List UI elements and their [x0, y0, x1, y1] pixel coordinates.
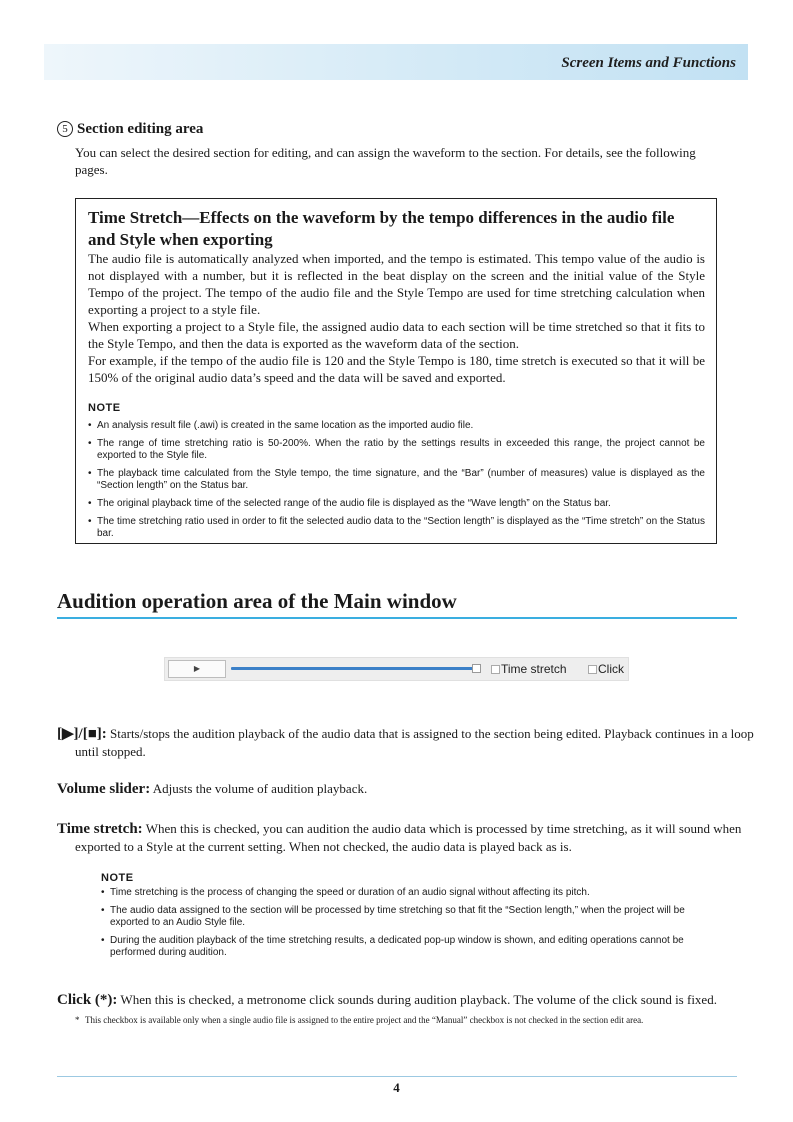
note-item: • During the audition playback of the time stretching results, a dedicated pop-up window is shown, and editing operations cannot be performed during audition. — [101, 935, 721, 959]
note-label: NOTE — [101, 872, 134, 884]
note-item: • The time stretching ratio used in order to fit the selected audio data to the “Section length” is displayed as the “Time stretch” on the Status bar. — [88, 516, 705, 540]
note-list — [88, 420, 705, 540]
play-stop-desc — [57, 725, 755, 760]
header-band — [44, 44, 748, 80]
note-item: • The original playback time of the selected range of the audio file is displayed as the “Wave length” on the Status bar. — [88, 498, 705, 510]
click-checkbox[interactable] — [588, 665, 597, 674]
box-paragraph: When exporting a project to a Style file, the assigned audio data to each section will be time stretched so that it fits to the Style Tempo, and then the data is exported as the waveform data of the section. — [88, 319, 705, 351]
page-number: 4 — [393, 1080, 400, 1095]
time-stretch-desc — [57, 820, 755, 855]
audition-note — [101, 872, 721, 965]
footnote — [75, 1014, 740, 1026]
footer-rule — [57, 1076, 737, 1077]
header-title: Screen Items and Functions — [561, 55, 736, 71]
section-heading — [57, 121, 203, 138]
footnote-text: This checkbox is available only when a single audio file is assigned to the entire project and the “Manual” checkbox is not checked in the section edit area. — [85, 1015, 644, 1025]
play-stop-term: [▶]/[■]: — [57, 726, 107, 742]
time-stretch-term: Time stretch: — [57, 821, 143, 837]
heading-rule — [57, 617, 737, 619]
section-description: You can select the desired section for editing, and can assign the waveform to the section. For details, see the following pages. — [75, 145, 696, 177]
time-stretch-text: When this is checked, you can audition the audio data which is processed by time stretching, as it will sound when exported to a Style at the current setting. When not checked, the audio data is played back as is. — [75, 821, 742, 854]
volume-text: Adjusts the volume of audition playback. — [152, 781, 368, 796]
note-item: • The range of time stretching ratio is 50-200%. When the ratio by the settings results in exceeded this range, the project cannot be exported to the Style file. — [88, 438, 705, 462]
click-desc — [57, 991, 747, 1009]
section-number: 5 — [57, 121, 73, 137]
note-list — [101, 887, 721, 959]
box-title: Time Stretch—Effects on the waveform by the tempo differences in the audio file and Style when exporting — [88, 208, 675, 249]
note-item: • Time stretching is the process of changing the speed or duration of an audio signal without affecting its pitch. — [101, 887, 721, 899]
section-title: Section editing area — [77, 121, 204, 137]
box-paragraph: For example, if the tempo of the audio file is 120 and the Style Tempo is 180, time stretch is executed so that it will be 150% of the original audio data’s speed and the data will be saved and exported. — [88, 353, 705, 385]
volume-desc — [57, 780, 737, 798]
box-paragraph: The audio file is automatically analyzed when imported, and the tempo is estimated. This tempo value of the audio is not displayed with a number, but it is reflected in the beat display on the screen and the initial value of the Style Tempo of the project. The tempo of the audio file and the Style Tempo are used for time stretching calculation when exporting a project to a style file. — [88, 251, 705, 317]
play-stop-text: Starts/stops the audition playback of the audio data that is assigned to the section being edited. Playback continues in a loop until stopped. — [75, 726, 754, 759]
box-body — [88, 250, 705, 546]
note-item: • The playback time calculated from the Style tempo, the time signature, and the “Bar” (number of measures) value is displayed as the “Section length” on the Status bar. — [88, 468, 705, 492]
click-label: Click — [598, 662, 624, 676]
click-text: When this is checked, a metronome click sounds during audition playback. The volume of the click sound is fixed. — [120, 992, 717, 1007]
timestretch-box — [75, 198, 717, 544]
volume-slider-track[interactable] — [231, 667, 473, 670]
audition-heading: Audition operation area of the Main window — [57, 589, 457, 613]
note-item: • The audio data assigned to the section will be processed by time stretching so that fit the “Section length,” when the project will be exported to an Audio Style file. — [101, 905, 721, 929]
note-label: NOTE — [88, 402, 121, 414]
click-term: Click (*): — [57, 992, 118, 1008]
play-button[interactable]: ▶ — [168, 660, 226, 678]
volume-slider-handle[interactable] — [472, 664, 481, 673]
footnote-mark: * — [75, 1015, 80, 1025]
volume-term: Volume slider: — [57, 781, 151, 797]
time-stretch-label: Time stretch — [501, 662, 567, 676]
note-item: • An analysis result file (.awi) is created in the same location as the imported audio file. — [88, 420, 705, 432]
time-stretch-checkbox[interactable] — [491, 665, 500, 674]
audition-player — [164, 657, 629, 681]
